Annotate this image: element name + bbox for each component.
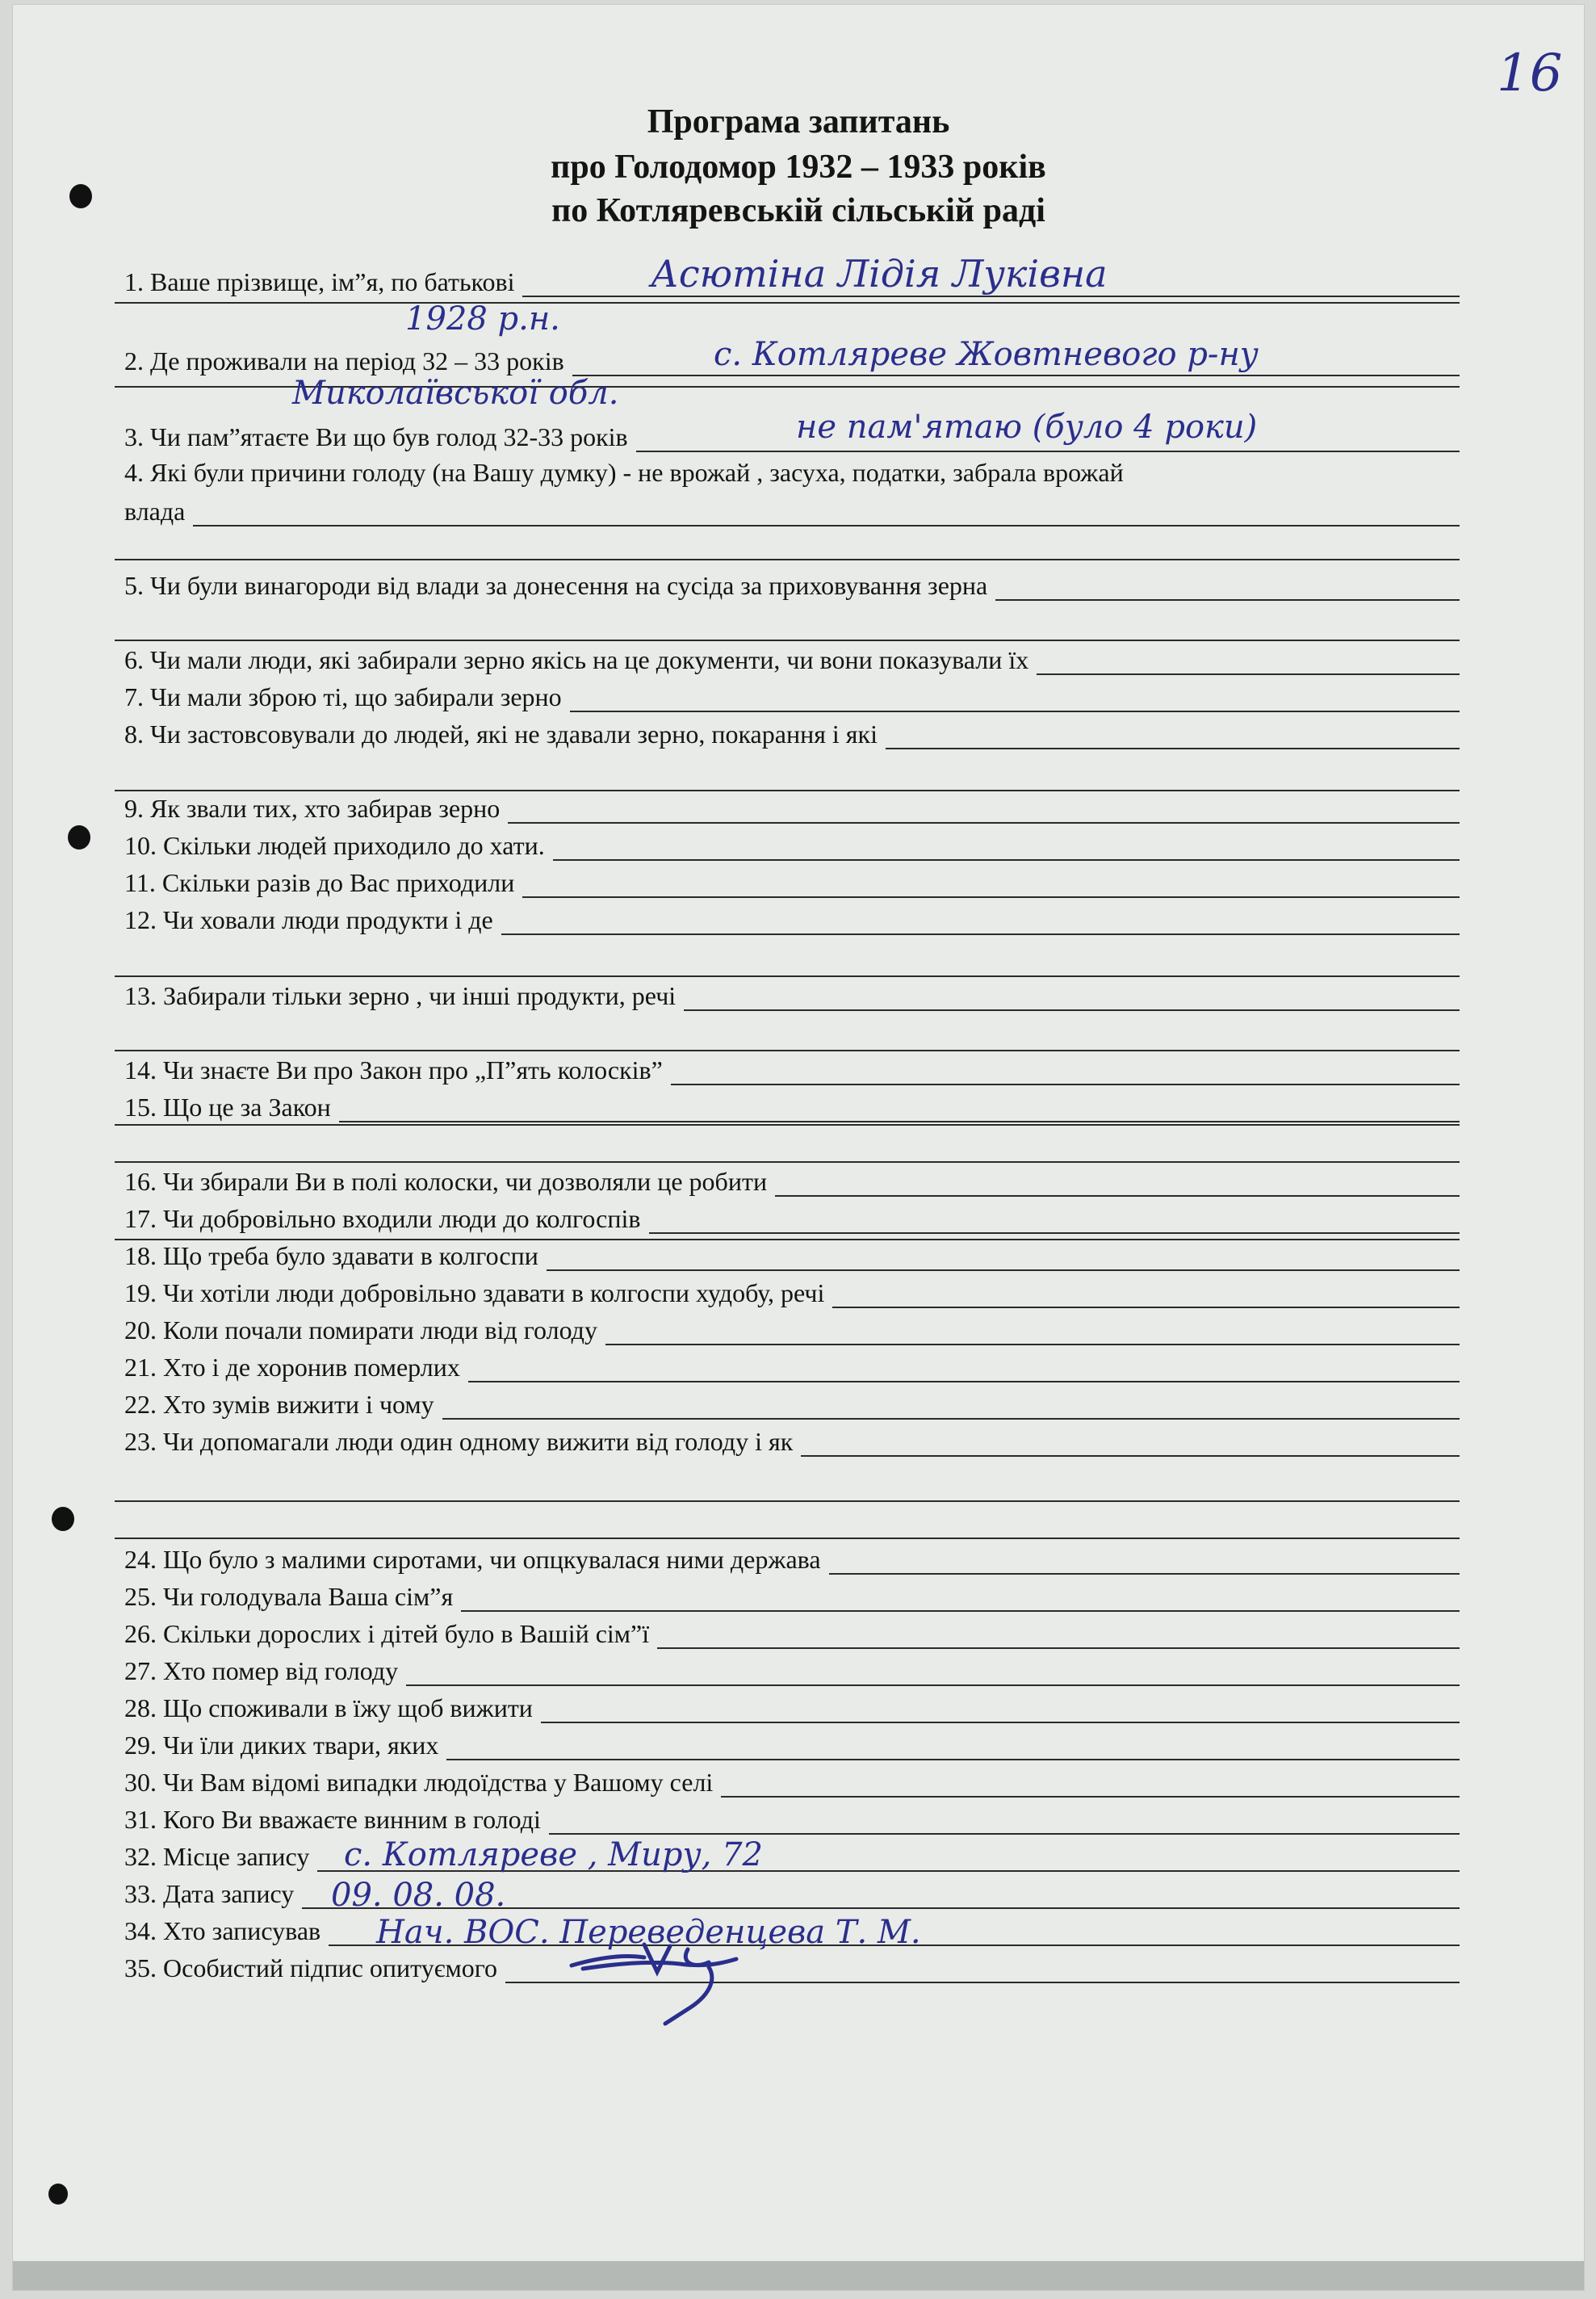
respondent-signature xyxy=(567,1940,760,2028)
question-19 xyxy=(118,1237,1460,1274)
question-text: влада xyxy=(124,497,186,526)
answer-line[interactable] xyxy=(468,1381,1460,1382)
title-line-2: про Голодомор 1932 – 1933 років xyxy=(551,149,1046,186)
question-text: 30. Чи Вам відомі випадки людоїдства у Вашому селі xyxy=(124,1768,714,1797)
question-31 xyxy=(118,1764,1460,1801)
answer-line[interactable] xyxy=(115,1239,1460,1240)
answer-line[interactable] xyxy=(115,790,1460,791)
question-text: 20. Коли почали помирати люди від голоду xyxy=(124,1315,597,1345)
question-text: 12. Чи ховали люди продукти і де xyxy=(124,905,493,934)
question-text: 5. Чи були винагороди від влади за донесення на сусіда за приховування зерна xyxy=(124,571,988,600)
question-text: 31. Кого Ви вважаєте винним в голоді xyxy=(124,1805,541,1834)
answer-line[interactable] xyxy=(570,711,1460,712)
question-7 xyxy=(118,641,1460,678)
question-30 xyxy=(118,1726,1460,1764)
answer-line[interactable] xyxy=(501,933,1460,935)
question-text: 29. Чи їли диких твари, яких xyxy=(124,1731,439,1760)
answer-line[interactable] xyxy=(605,1344,1460,1345)
answer-line[interactable] xyxy=(115,1050,1460,1051)
question-5 xyxy=(118,493,1460,530)
question-33 xyxy=(118,1838,1460,1875)
answer-1-name: Асютіна Лідія Луківна xyxy=(651,252,1108,296)
answer-line[interactable] xyxy=(775,1195,1460,1197)
question-text: 32. Місце запису xyxy=(124,1842,310,1871)
answer-line[interactable] xyxy=(442,1418,1460,1420)
question-text: 27. Хто помер від голоду xyxy=(124,1656,399,1685)
question-14 xyxy=(118,977,1460,1014)
answer-line[interactable] xyxy=(832,1307,1460,1308)
question-21 xyxy=(118,1311,1460,1349)
answer-2-place: с. Котляреве Жовтневого р-ну xyxy=(714,336,1259,373)
question-text: 9. Як звали тих, хто забирав зерно xyxy=(124,794,501,823)
question-3 xyxy=(118,418,1460,455)
question-17 xyxy=(118,1163,1460,1200)
answer-line[interactable] xyxy=(115,1124,1460,1126)
answer-1-birth-year: 1928 р.н. xyxy=(405,300,560,338)
answer-line[interactable] xyxy=(549,1833,1460,1835)
answer-line[interactable] xyxy=(115,640,1460,641)
question-text: 26. Скільки дорослих і дітей було в Вашій сім”ї xyxy=(124,1619,650,1648)
question-text: 24. Що було з малими сиротами, чи опцкувалася ними держава xyxy=(124,1545,821,1574)
question-text: 10. Скільки людей приходило до хати. xyxy=(124,831,545,860)
answer-line[interactable] xyxy=(115,1161,1460,1163)
questionnaire-sheet xyxy=(13,5,1584,2290)
question-12 xyxy=(118,864,1460,901)
answer-line[interactable] xyxy=(541,1722,1460,1723)
question-11 xyxy=(118,827,1460,864)
punch-hole xyxy=(52,1507,74,1531)
question-text: 22. Хто зумів вижити і чому xyxy=(124,1390,434,1419)
question-text: 16. Чи збирали Ви в полі колоски, чи дозволяли це робити xyxy=(124,1167,768,1196)
answer-line[interactable] xyxy=(721,1796,1460,1798)
answer-32-place: с. Котляреве , Миру, 72 xyxy=(344,1836,763,1873)
page-number: 16 xyxy=(1497,44,1563,103)
question-27 xyxy=(118,1615,1460,1652)
question-23 xyxy=(118,1386,1460,1423)
answer-line[interactable] xyxy=(636,451,1460,452)
answer-33-date: 09. 08. 08. xyxy=(331,1877,506,1914)
answer-line[interactable] xyxy=(572,375,1460,376)
question-10 xyxy=(118,790,1460,827)
answer-line[interactable] xyxy=(115,1538,1460,1539)
answer-line[interactable] xyxy=(1037,673,1460,675)
question-text: 33. Дата запису xyxy=(124,1879,295,1908)
question-text: 7. Чи мали зброю ті, що забирали зерно xyxy=(124,682,562,711)
question-25 xyxy=(118,1541,1460,1578)
answer-line[interactable] xyxy=(886,748,1460,749)
question-text: 28. Що споживали в їжу щоб вижити xyxy=(124,1693,533,1722)
answer-34-recorder: Нач. ВОС. Переведенцева Т. М. xyxy=(376,1914,921,1951)
answer-line[interactable] xyxy=(522,296,1460,297)
answer-line[interactable] xyxy=(339,1121,1460,1122)
title-line-3: по Котляревській сільській раді xyxy=(551,192,1045,229)
question-text: 6. Чи мали люди, які забирали зерно якісь на це документи, чи вони показували їх xyxy=(124,645,1029,674)
question-text: 18. Що треба було здавати в колгоспи xyxy=(124,1241,538,1270)
answer-line[interactable] xyxy=(406,1684,1460,1686)
title-line-1: Програма запитань xyxy=(647,103,950,141)
punch-hole xyxy=(68,825,90,850)
question-32 xyxy=(118,1801,1460,1838)
question-9 xyxy=(118,715,1460,753)
question-36 xyxy=(118,1949,1460,1986)
answer-line[interactable] xyxy=(801,1455,1460,1457)
scan-border xyxy=(13,2261,1584,2290)
question-text: 17. Чи добровільно входили люди до колгоспів xyxy=(124,1204,641,1233)
answer-line[interactable] xyxy=(115,1500,1460,1502)
question-34 xyxy=(118,1875,1460,1912)
question-text: 14. Чи знаєте Ви про Закон про „П”ять колосків” xyxy=(124,1055,663,1084)
question-text: 19. Чи хотіли люди добровільно здавати в колгоспи худобу, речі xyxy=(124,1278,825,1307)
answer-line[interactable] xyxy=(446,1759,1460,1760)
question-4 xyxy=(118,454,1460,491)
question-text: 11. Скільки разів до Вас приходили xyxy=(124,868,515,897)
answer-line[interactable] xyxy=(671,1084,1460,1085)
question-13 xyxy=(118,901,1460,938)
question-text: 13. Забирали тільки зерно , чи інші продукти, речі xyxy=(124,981,677,1010)
question-text: 4. Які були причини голоду (на Вашу думку) - не врожай , засуха, податки, забрала врожай xyxy=(124,458,1124,487)
answer-line[interactable] xyxy=(995,599,1460,601)
question-text: 21. Хто і де хоронив померлих xyxy=(124,1353,460,1382)
question-18 xyxy=(118,1200,1460,1237)
question-28 xyxy=(118,1652,1460,1689)
question-text: 35. Особистий підпис опитуємого xyxy=(124,1953,498,1982)
question-16 xyxy=(118,1089,1460,1126)
answer-line[interactable] xyxy=(115,559,1460,560)
question-text: 15. Що це за Закон xyxy=(124,1093,331,1122)
answer-line[interactable] xyxy=(522,896,1460,898)
answer-line[interactable] xyxy=(657,1647,1460,1649)
answer-line[interactable] xyxy=(461,1610,1460,1612)
question-text: 2. Де проживали на період 32 – 33 років xyxy=(124,346,564,375)
question-text: 25. Чи голодувала Ваша сім”я xyxy=(124,1582,454,1611)
question-6 xyxy=(118,567,1460,604)
answer-line[interactable] xyxy=(649,1232,1460,1234)
answer-line[interactable] xyxy=(553,859,1460,861)
answer-line[interactable] xyxy=(115,975,1460,977)
question-text: 1. Ваше прізвище, ім”я, по батькові xyxy=(124,267,515,296)
answer-line[interactable] xyxy=(115,302,1460,304)
question-24 xyxy=(118,1423,1460,1460)
question-8 xyxy=(118,678,1460,715)
question-text: 34. Хто записував xyxy=(124,1916,321,1945)
question-26 xyxy=(118,1578,1460,1615)
question-22 xyxy=(118,1349,1460,1386)
punch-hole xyxy=(48,2184,68,2205)
question-15 xyxy=(118,1051,1460,1089)
answer-2-region: Миколаївської обл. xyxy=(292,375,619,412)
answer-line[interactable] xyxy=(508,822,1460,824)
question-29 xyxy=(118,1689,1460,1726)
question-text: 23. Чи допомагали люди один одному вижити від голоду і як xyxy=(124,1427,794,1456)
question-text: 3. Чи пам”ятаєте Ви що був голод 32-33 років xyxy=(124,422,628,451)
question-text: 8. Чи застовсовували до людей, які не здавали зерно, покарання і які xyxy=(124,719,878,749)
answer-line[interactable] xyxy=(684,1009,1460,1011)
answer-line[interactable] xyxy=(829,1573,1460,1575)
answer-line[interactable] xyxy=(547,1269,1460,1271)
question-20 xyxy=(118,1274,1460,1311)
answer-line[interactable] xyxy=(193,525,1460,527)
answer-3-memory: не пам'ятаю (було 4 роки) xyxy=(796,409,1258,446)
